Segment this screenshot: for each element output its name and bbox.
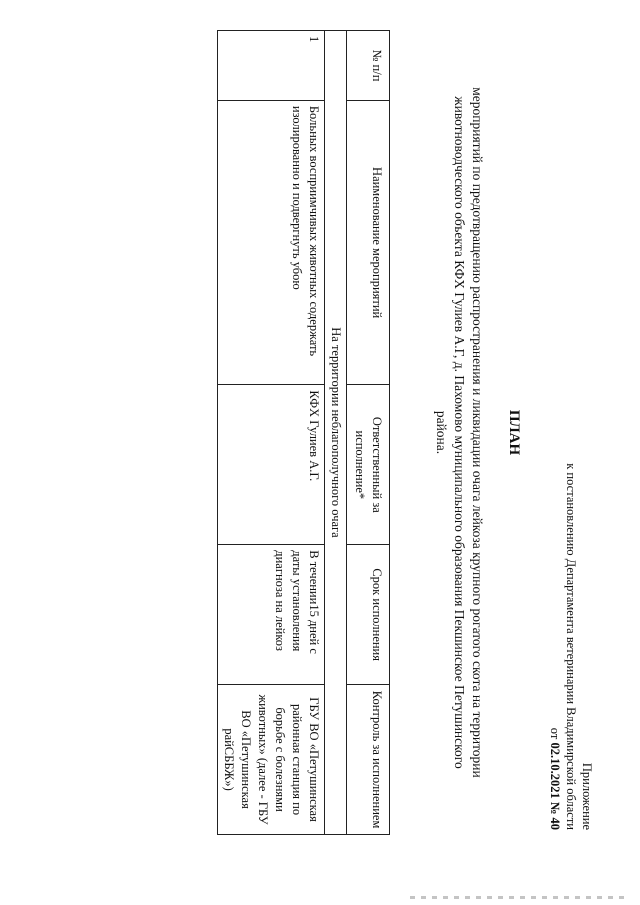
row-responsible: КФХ Гулиев А.Г. xyxy=(218,385,325,545)
header-responsible: Ответственный за исполнение* xyxy=(347,385,390,545)
appendix-label: Приложение xyxy=(580,762,594,830)
scan-artifact xyxy=(410,896,630,899)
decree-date-line xyxy=(547,330,562,830)
plan-table xyxy=(217,30,390,835)
decree-reference: к постановлению Департамента ветеринарии Владимирской области xyxy=(564,463,578,830)
table-header-row xyxy=(347,31,390,835)
decree-date-number: 02.10.2021 № 40 xyxy=(548,742,562,830)
rotated-sheet xyxy=(40,30,600,850)
plan-subtitle-line-3: района. xyxy=(434,410,449,455)
decree-prefix: от xyxy=(548,727,562,743)
row-number: 1 xyxy=(218,31,325,101)
row-measure: Больных восприимчивых животных содержать изолированно и подвергнуть убою xyxy=(218,100,325,385)
header-term: Срок исполнения xyxy=(347,545,390,685)
section-row xyxy=(325,31,347,835)
section-title: На территории неблагополучного очага xyxy=(325,31,347,835)
row-control: ГБУ ВО «Петушинская районная станция по борьбе с болезнями животных» (далее - ГБУ ВО «Петушинская райСББЖ») xyxy=(218,685,325,835)
header-number: № п/п xyxy=(347,31,390,101)
row-term: В течении15 дней с даты установления диагноза на лейкоз xyxy=(218,545,325,685)
plan-title: ПЛАН xyxy=(506,409,522,456)
plan-subtitle-line-1: мероприятий по предотвращению распространения и ликвидации очага лейкоза крупного рогатого скота на территории xyxy=(470,87,485,778)
table-row xyxy=(218,31,325,835)
plan-subtitle xyxy=(432,30,486,835)
header-control: Контроль за исполнением xyxy=(347,685,390,835)
plan-subtitle-line-2: животноводческого объекта КФХ Гулиев А.Г, д. Пахомово муниципального образования Пекшинское Петушинского xyxy=(452,96,467,769)
header-measures: Наименование мероприятий xyxy=(347,100,390,385)
